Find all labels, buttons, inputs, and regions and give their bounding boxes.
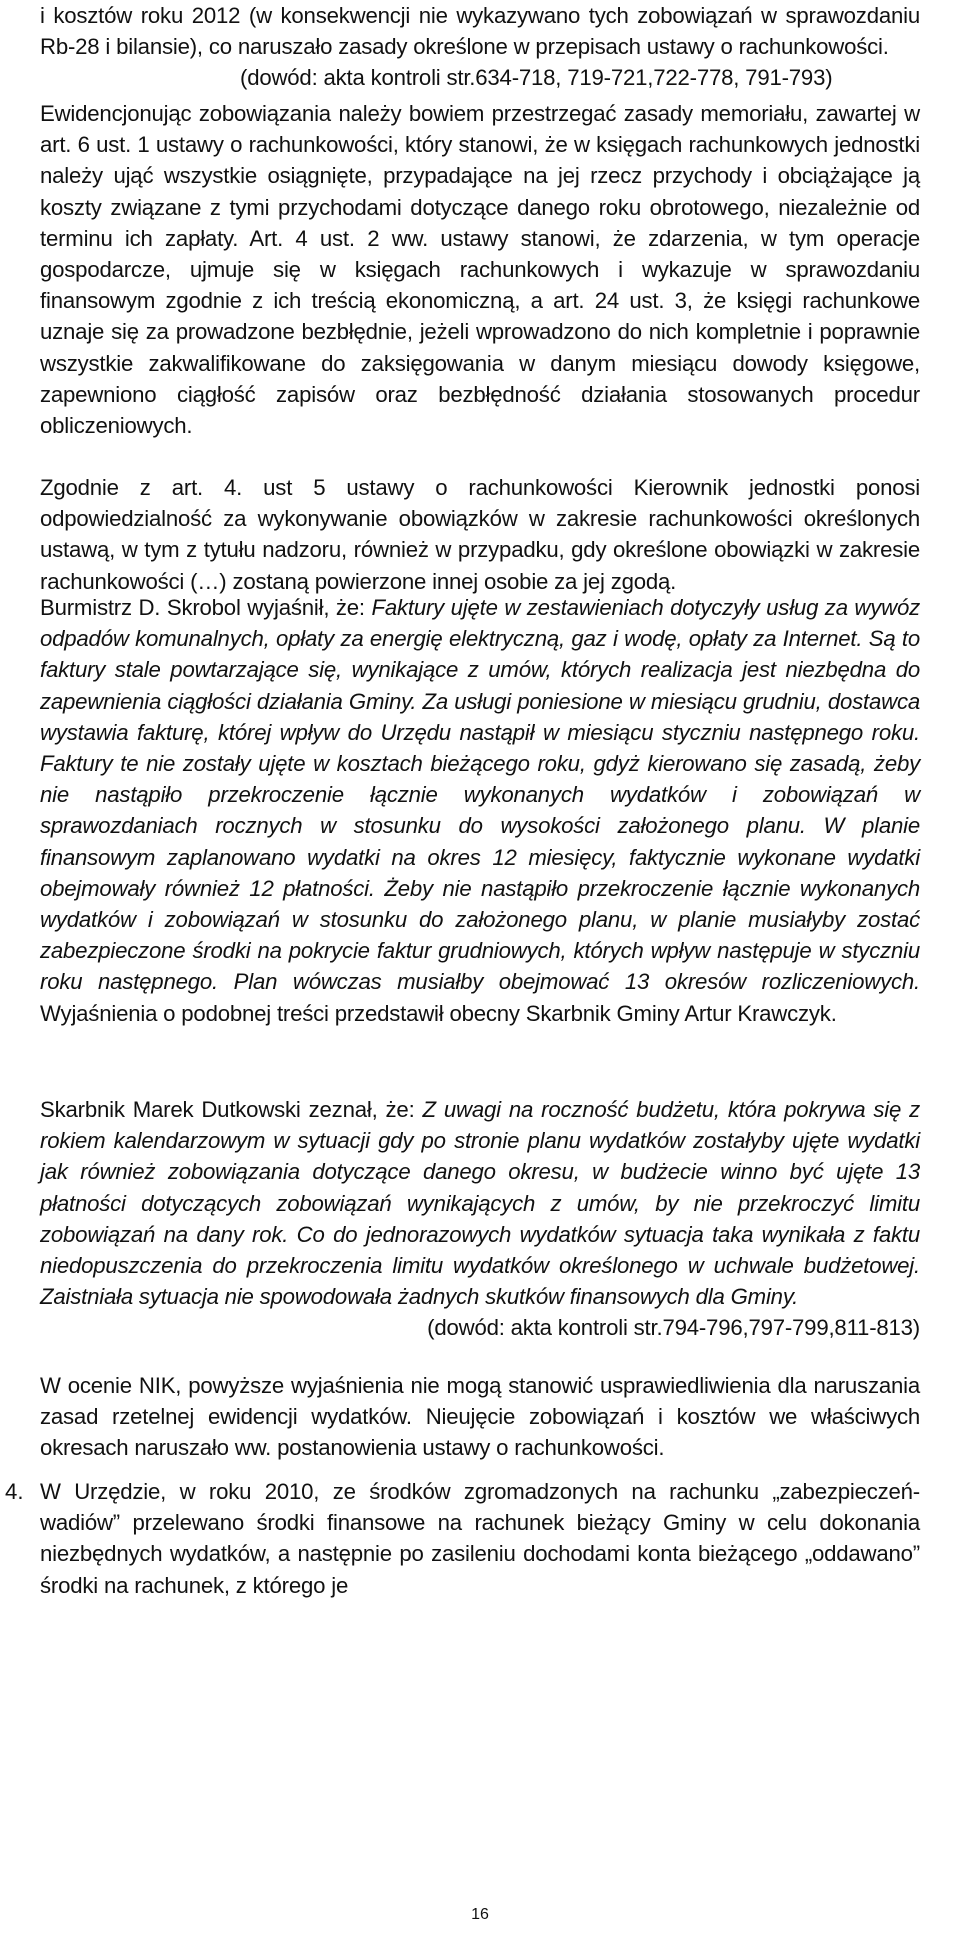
art4-paragraph bbox=[40, 472, 920, 597]
skarbnik-testimony bbox=[40, 1094, 920, 1344]
burmistrz-explanation bbox=[40, 592, 920, 1029]
intro-block bbox=[40, 0, 920, 94]
nik-assessment bbox=[40, 1370, 920, 1464]
burmistrz-quote: Faktury ujęte w zestawieniach dotyczyły usług za wywóz odpadów komunalnych, opłaty za energię elektryczną, gaz i wodę, opłaty za Internet. Są to faktury stale powtarzające się, wynikające z umów, których realizacja jest niezbędna do zapewnienia ciągłości działania Gminy. Za usługi poniesione w miesiącu grudniu, dostawca wystawia fakturę, której wpływ do Urzędu nastąpił w miesiącu styczniu następnego roku. Faktury te nie zostały ujęte w kosztach bieżącego roku, gdyż kierowano się zasadą, żeby nie nastąpiło przekroczenie łącznie wykonanych wydatków i zobowiązań w sprawozdaniach rocznych w stosunku do wysokości założonego planu. W planie finansowym zaplanowano wydatki na okres 12 miesięcy, faktycznie wykonane wydatki obejmowały również 12 płatności. Żeby nie nastąpiło przekroczenie łącznie wykonanych wydatków i zobowiązań w stosunku do założonego planu, w planie musiałyby zostać zabezpieczone środki na pokrycie faktur grudniowych, których wpływ następuje w styczniu roku następnego. Plan wówczas musiałby obejmować 13 okresów rozliczeniowych. bbox=[40, 595, 920, 995]
skarbnik-lead: Skarbnik Marek Dutkowski zeznał, że: bbox=[40, 1097, 423, 1122]
legal-basis-text: Ewidencjonując zobowiązania należy bowiem przestrzegać zasady memoriału, zawartej w art. 6 ust. 1 ustawy o rachunkowości, który stanowi, że w księgach rachunkowych jednostki należy ująć wszystkie osiągnięte, przypadające na jej rzecz przychody i obciążające ją koszty związane z tymi przychodami dotyczące danego roku obrotowego, niezależnie od terminu ich zapłaty. Art. 4 ust. 2 ww. ustawy stanowi, że zdarzenia, w tym operacje gospodarcze, ujmuje się w księgach rachunkowych i wykazuje w sprawozdaniu finansowym zgodnie z ich treścią ekonomiczną, a art. 24 ust. 3, że księgi rachunkowe uznaje się za prowadzone bezbłędnie, jeżeli wprowadzono do nich kompletnie i poprawnie wszystkie zakwalifikowane do zaksięgowania w danym miesiącu dowody księgowe, zapewniono ciągłość zapisów oraz bezbłędność działania stosowanych procedur obliczeniowych. bbox=[40, 101, 920, 439]
legal-basis-paragraph bbox=[40, 98, 920, 441]
item-number: 4. bbox=[5, 1479, 24, 1504]
nik-assessment-text: W ocenie NIK, powyższe wyjaśnienia nie mogą stanowić usprawiedliwienia dla naruszania zasad rzetelnej ewidencji wydatków. Nieujęcie zobowiązań i kosztów we właściwych okresach naruszało ww. postanowienia ustawy o rachunkowości. bbox=[40, 1373, 920, 1461]
skarbnik-quote: Z uwagi na roczność budżetu, która pokrywa się z rokiem kalendarzowym w sytuacji gdy po stronie planu wydatków zostałyby ujęte wydatki jak również zobowiązania dotyczące danego okresu, w budżecie winno być ujęte 13 płatności dotyczących zobowiązań wynikających z umów, by nie przekroczyć limitu zobowiązań na dany rok. Co do jednorazowych wydatków sytuacja taka wynikała z faktu niedopuszczenia do przekroczenia limitu wydatków określonego w uchwale budżetowej. Zaistniała sytuacja nie spowodowała żadnych skutków finansowych dla Gminy. bbox=[40, 1097, 921, 1310]
page-number: 16 bbox=[471, 1906, 489, 1923]
burmistrz-tail: Wyjaśnienia o podobnej treści przedstawił obecny Skarbnik Gminy Artur Krawczyk. bbox=[40, 1000, 837, 1026]
burmistrz-lead: Burmistrz D. Skrobol wyjaśnił, że: bbox=[40, 595, 372, 620]
evidence-reference-1: (dowód: akta kontroli str.634-718, 719-721,722-778, 791-793) bbox=[240, 65, 833, 91]
intro-text: i kosztów roku 2012 (w konsekwencji nie wykazywano tych zobowiązań w sprawozdaniu Rb-28 i bilansie), co naruszało zasady określone w przepisach ustawy o rachunkowości. bbox=[40, 3, 920, 60]
evidence-reference-2: (dowód: akta kontroli str.794-796,797-799,811-813) bbox=[427, 1315, 920, 1341]
item-4-text: W Urzędzie, w roku 2010, ze środków zgromadzonych na rachunku „zabezpieczeń-wadiów” przelewano środki finansowe na rachunek bieżący Gminy w celu dokonania niezbędnych wydatków, a następnie po zasileniu dochodami konta bieżącego „oddawano” środki na rachunek, z którego je bbox=[40, 1479, 920, 1598]
art4-text: Zgodnie z art. 4. ust 5 ustawy o rachunkowości Kierownik jednostki ponosi odpowiedzialność za wykonywanie obowiązków w zakresie rachunkowości określonych ustawą, w tym z tytułu nadzoru, również w przypadku, gdy określone obowiązki w zakresie rachunkowości (…) zostaną powierzone innej osobie za jej zgodą. bbox=[40, 475, 920, 594]
item-4-paragraph bbox=[40, 1476, 920, 1601]
